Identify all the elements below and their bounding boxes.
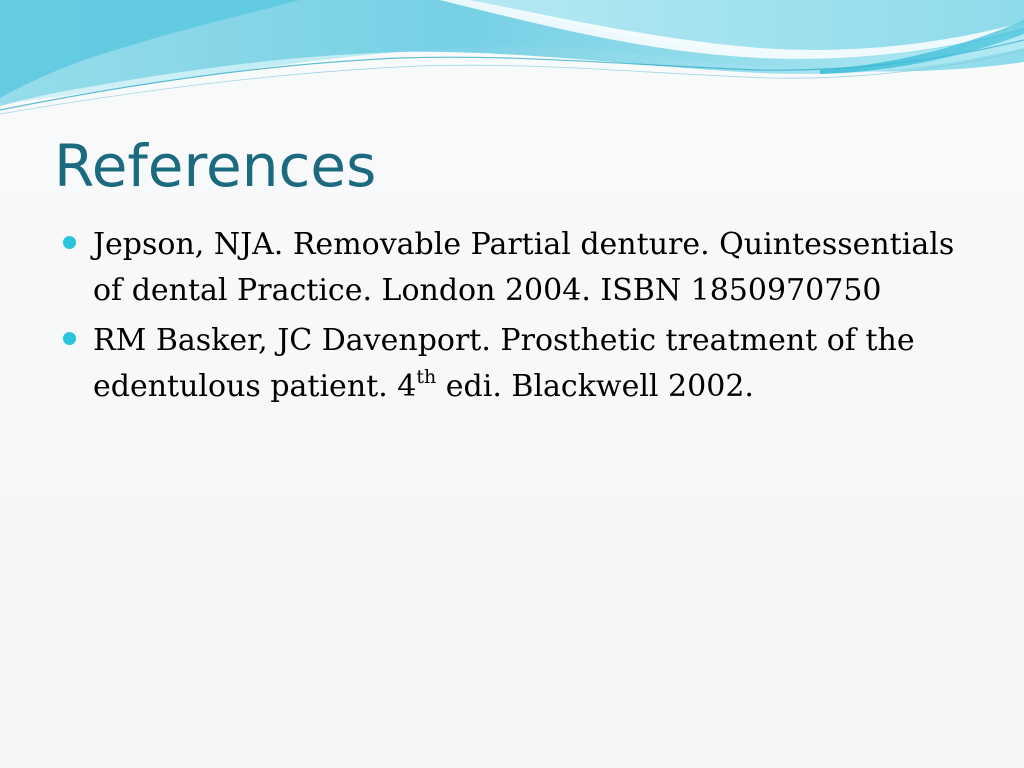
reference-text: Jepson, NJA. Removable Partial denture. Quintessentials of dental Practice. London 2004. ISBN 1850970750 [93, 227, 955, 308]
slide-title: References [54, 132, 377, 200]
reference-text-start: RM Basker, JC Davenport. Prosthetic treatment of the edentulous patient. 4 [93, 323, 915, 404]
reference-text-end: edi. Blackwell 2002. [436, 369, 754, 404]
bullet-icon [63, 236, 76, 249]
reference-list [60, 222, 980, 414]
wave-header-decoration [0, 0, 1024, 130]
reference-item-basker [60, 318, 980, 410]
reference-item-jepson [60, 222, 980, 314]
bullet-icon [63, 332, 76, 345]
reference-superscript: th [416, 366, 437, 388]
